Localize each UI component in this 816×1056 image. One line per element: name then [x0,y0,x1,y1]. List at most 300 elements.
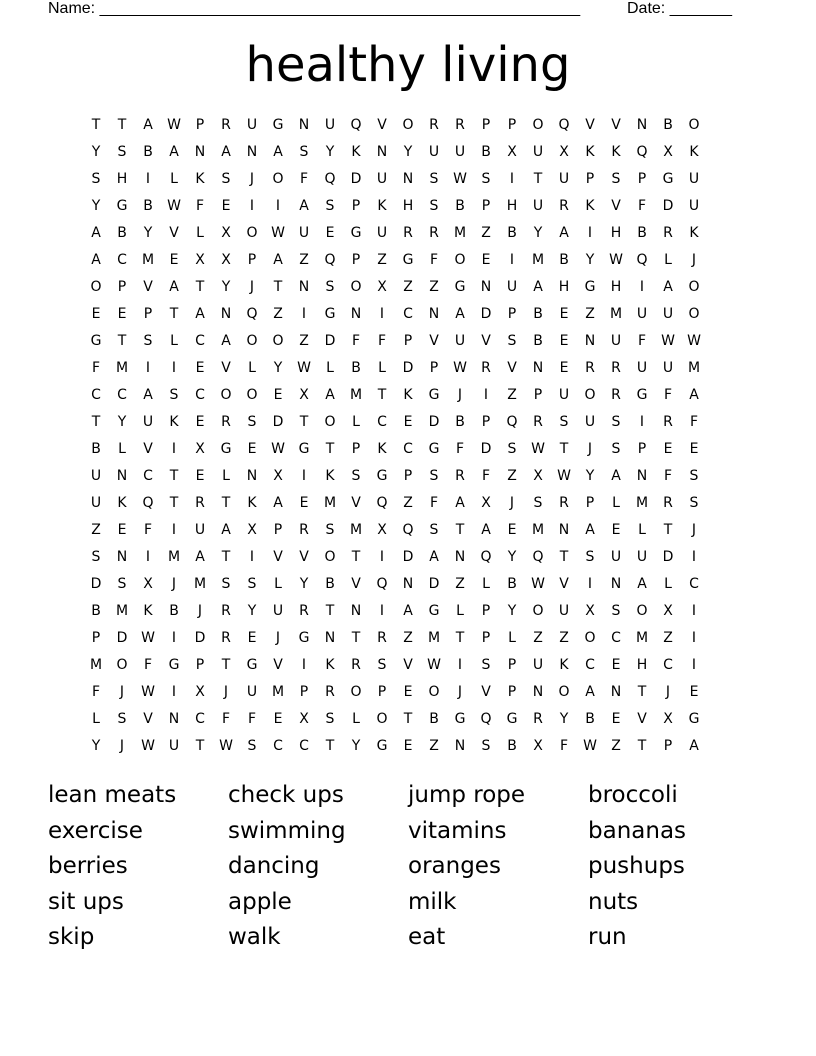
word-bank-item: swimming [228,817,346,844]
grid-letter: U [662,306,674,322]
grid-letter: U [298,225,310,241]
word-bank-item: broccoli [588,782,678,808]
grid-letter: T [377,387,387,403]
grid-letter: B [533,333,543,349]
grid-letter: S [585,549,595,565]
grid-letter: C [117,252,127,268]
grid-letter: J [691,522,697,538]
grid-letter: T [637,684,647,700]
grid-letter: T [325,441,335,457]
grid-letter: N [636,468,648,484]
grid-letter: Y [221,279,231,295]
grid-letter: T [299,414,309,430]
grid-letter: I [249,549,255,565]
grid-letter: K [585,144,595,160]
grid-row [83,436,733,463]
grid-letter: F [91,684,101,700]
grid-letter: G [90,333,102,349]
grid-row [83,166,733,193]
grid-letter: O [558,684,570,700]
grid-letter: B [91,603,101,619]
grid-letter: R [663,495,673,511]
grid-letter: O [324,414,336,430]
grid-letter: P [247,252,257,268]
grid-letter: P [403,468,413,484]
grid-letter: G [506,711,518,727]
grid-letter: D [272,414,284,430]
grid-letter: O [116,657,128,673]
grid-letter: T [221,657,231,673]
grid-row [83,382,733,409]
grid-letter: T [91,414,101,430]
grid-letter: V [143,441,153,457]
grid-letter: I [145,549,151,565]
grid-letter: Y [585,468,595,484]
grid-letter: S [611,171,621,187]
grid-letter: E [91,306,101,322]
grid-letter: M [323,495,337,511]
grid-letter: P [351,252,361,268]
grid-letter: J [119,738,125,754]
grid-letter: B [559,252,569,268]
grid-letter: X [143,576,153,592]
word-bank-item: run [588,924,627,950]
grid-letter: C [195,387,205,403]
grid-letter: B [91,441,101,457]
grid-letter: E [403,738,413,754]
grid-letter: M [635,495,649,511]
grid-letter: P [429,360,439,376]
grid-letter: D [662,549,674,565]
grid-row [83,625,733,652]
grid-letter: F [429,495,439,511]
grid-letter: E [221,198,231,214]
grid-letter: T [533,171,543,187]
grid-row [83,463,733,490]
grid-letter: G [116,198,128,214]
grid-letter: I [457,657,463,673]
grid-letter: O [584,630,596,646]
word-bank-item: dancing [228,853,320,879]
grid-letter: C [143,468,153,484]
grid-letter: X [663,603,673,619]
grid-letter: P [637,171,647,187]
grid-letter: S [117,711,127,727]
grid-letter: W [141,684,155,700]
grid-letter: M [349,387,363,403]
grid-letter: T [273,279,283,295]
grid-letter: R [429,117,439,133]
grid-letter: E [273,711,283,727]
grid-letter: B [455,198,465,214]
grid-letter: R [585,360,595,376]
grid-letter: O [636,603,648,619]
grid-row [83,301,733,328]
grid-letter: L [482,576,490,592]
grid-letter: M [531,252,545,268]
grid-letter: V [637,711,647,727]
grid-letter: X [221,252,231,268]
grid-letter: E [663,441,673,457]
grid-letter: J [171,576,177,592]
word-bank-column [588,778,768,956]
grid-letter: C [611,630,621,646]
grid-letter: T [91,117,101,133]
grid-letter: I [587,225,593,241]
grid-letter: Q [558,117,570,133]
grid-letter: M [531,522,545,538]
grid-letter: U [584,414,596,430]
grid-letter: L [170,171,178,187]
word-bank [48,778,768,956]
grid-letter: S [481,738,491,754]
grid-letter: N [246,144,258,160]
grid-letter: G [402,252,414,268]
word-bank-item: berries [48,853,128,879]
grid-letter: F [481,468,491,484]
grid-letter: N [324,630,336,646]
grid-letter: J [457,387,463,403]
grid-letter: W [141,738,155,754]
grid-letter: L [612,495,620,511]
grid-letter: G [324,306,336,322]
grid-letter: P [663,738,673,754]
grid-letter: F [637,333,647,349]
grid-letter: B [507,225,517,241]
grid-letter: I [691,603,697,619]
grid-letter: I [509,171,515,187]
word-bank-item: pushups [588,853,685,879]
grid-letter: Q [376,576,388,592]
grid-letter: Z [533,630,543,646]
grid-letter: G [298,630,310,646]
grid-letter: R [455,468,465,484]
grid-letter: P [195,117,205,133]
grid-letter: N [220,306,232,322]
grid-letter: V [169,225,179,241]
grid-letter: L [664,252,672,268]
grid-letter: Z [455,576,465,592]
grid-letter: U [376,171,388,187]
grid-letter: X [247,522,257,538]
grid-letter: S [533,495,543,511]
grid-letter: A [611,468,621,484]
grid-letter: G [168,657,180,673]
grid-letter: J [197,603,203,619]
grid-letter: Y [325,144,335,160]
grid-letter: P [481,414,491,430]
word-bank-item: jump rope [408,782,526,808]
grid-letter: D [402,549,414,565]
grid-letter: R [559,198,569,214]
grid-letter: U [558,171,570,187]
grid-letter: Z [377,252,387,268]
grid-letter: X [299,711,309,727]
grid-row [83,193,733,220]
grid-letter: K [325,657,335,673]
grid-letter: S [221,171,231,187]
grid-letter: P [91,630,101,646]
grid-letter: B [507,738,517,754]
grid-letter: R [351,657,361,673]
grid-letter: F [247,711,257,727]
grid-letter: P [195,657,205,673]
grid-letter: R [195,495,205,511]
grid-letter: F [429,252,439,268]
grid-letter: E [403,414,413,430]
grid-letter: Z [429,738,439,754]
grid-letter: S [221,576,231,592]
grid-letter: W [297,360,311,376]
grid-letter: P [585,495,595,511]
grid-letter: A [325,387,335,403]
grid-letter: G [688,711,700,727]
grid-letter: S [429,198,439,214]
grid-letter: A [169,279,179,295]
grid-letter: X [273,468,283,484]
grid-letter: N [298,279,310,295]
grid-letter: S [559,414,569,430]
grid-letter: R [299,522,309,538]
grid-letter: G [298,441,310,457]
grid-letter: Q [142,495,154,511]
grid-letter: B [325,576,335,592]
grid-letter: F [663,387,673,403]
grid-letter: S [247,414,257,430]
grid-letter: D [116,630,128,646]
grid-letter: N [194,144,206,160]
grid-letter: I [379,603,385,619]
grid-letter: G [428,603,440,619]
grid-letter: V [611,198,621,214]
grid-letter: X [377,279,387,295]
grid-letter: Q [480,711,492,727]
grid-letter: I [691,549,697,565]
grid-letter: J [457,684,463,700]
grid-letter: S [611,414,621,430]
grid-letter: R [377,630,387,646]
grid-letter: E [117,306,127,322]
grid-letter: W [271,441,285,457]
grid-letter: U [610,333,622,349]
grid-letter: D [662,198,674,214]
grid-letter: A [91,225,101,241]
grid-letter: U [662,360,674,376]
grid-row [83,409,733,436]
grid-letter: Z [91,522,101,538]
grid-letter: P [403,333,413,349]
grid-letter: I [171,684,177,700]
grid-letter: N [402,576,414,592]
grid-letter: A [585,522,595,538]
grid-letter: O [532,117,544,133]
grid-letter: O [584,387,596,403]
grid-letter: P [481,603,491,619]
grid-letter: R [481,360,491,376]
grid-letter: J [509,495,515,511]
grid-letter: V [403,657,413,673]
grid-letter: V [507,360,517,376]
grid-letter: U [90,495,102,511]
grid-letter: E [273,387,283,403]
grid-letter: U [558,387,570,403]
grid-letter: P [637,441,647,457]
grid-letter: R [221,117,231,133]
grid-letter: O [350,684,362,700]
grid-letter: W [453,360,467,376]
grid-letter: T [351,630,361,646]
grid-letter: R [455,117,465,133]
grid-letter: M [141,252,155,268]
grid-letter: P [377,684,387,700]
grid-letter: Y [559,711,569,727]
grid-letter: W [167,198,181,214]
word-bank-item: skip [48,924,95,950]
grid-letter: M [609,306,623,322]
grid-letter: R [429,225,439,241]
grid-letter: U [324,117,336,133]
grid-letter: E [611,522,621,538]
grid-letter: F [559,738,569,754]
worksheet-header [48,0,748,20]
grid-letter: U [142,414,154,430]
grid-letter: M [89,657,103,673]
grid-letter: B [455,414,465,430]
grid-letter: U [636,360,648,376]
grid-letter: M [115,360,129,376]
word-bank-item: oranges [408,853,501,879]
grid-letter: P [143,306,153,322]
grid-letter: L [196,225,204,241]
grid-letter: Y [533,225,543,241]
grid-letter: Q [636,252,648,268]
grid-letter: W [219,738,233,754]
word-bank-item: lean meats [48,782,177,808]
grid-letter: V [273,549,283,565]
grid-letter: W [271,225,285,241]
grid-letter: D [480,441,492,457]
grid-letter: U [454,144,466,160]
grid-letter: X [663,144,673,160]
grid-letter: X [663,711,673,727]
grid-letter: I [379,549,385,565]
grid-letter: S [689,468,699,484]
grid-letter: N [610,576,622,592]
grid-letter: X [559,144,569,160]
grid-letter: R [663,414,673,430]
grid-letter: E [507,522,517,538]
grid-letter: U [272,603,284,619]
grid-letter: V [377,117,387,133]
grid-letter: N [116,549,128,565]
grid-letter: W [687,333,701,349]
grid-letter: W [531,576,545,592]
grid-letter: K [611,144,621,160]
grid-letter: A [299,198,309,214]
grid-letter: I [301,657,307,673]
grid-letter: P [351,441,361,457]
grid-letter: S [429,468,439,484]
grid-letter: P [299,684,309,700]
grid-letter: N [402,171,414,187]
grid-letter: F [299,171,309,187]
grid-letter: J [249,171,255,187]
grid-letter: I [171,360,177,376]
grid-letter: V [585,117,595,133]
grid-letter: E [611,657,621,673]
grid-letter: G [428,387,440,403]
grid-letter: D [402,360,414,376]
grid-letter: L [378,360,386,376]
grid-letter: U [194,522,206,538]
grid-letter: D [90,576,102,592]
grid-letter: A [663,279,673,295]
grid-letter: R [533,711,543,727]
grid-letter: B [637,225,647,241]
word-bank-item: eat [408,924,446,950]
grid-letter: W [609,252,623,268]
grid-letter: R [221,603,231,619]
grid-letter: S [325,198,335,214]
grid-row [83,733,733,760]
grid-letter: S [247,738,257,754]
grid-letter: S [91,549,101,565]
word-bank-item: sit ups [48,888,124,915]
grid-letter: J [587,441,593,457]
grid-letter: W [557,468,571,484]
grid-letter: E [247,441,257,457]
grid-letter: B [351,360,361,376]
grid-letter: U [90,468,102,484]
grid-letter: L [352,414,360,430]
grid-letter: F [455,441,465,457]
grid-letter: G [246,657,258,673]
grid-letter: I [171,630,177,646]
grid-letter: K [377,198,387,214]
grid-letter: J [691,252,697,268]
grid-letter: I [301,306,307,322]
grid-letter: O [688,117,700,133]
grid-letter: N [168,711,180,727]
grid-letter: T [221,549,231,565]
grid-letter: M [349,522,363,538]
grid-letter: G [350,225,362,241]
grid-letter: R [559,495,569,511]
grid-letter: A [143,387,153,403]
grid-letter: F [377,333,387,349]
grid-letter: A [689,387,699,403]
grid-letter: R [221,414,231,430]
word-bank-column [408,778,588,956]
grid-letter: N [428,306,440,322]
grid-letter: U [532,657,544,673]
grid-letter: U [454,333,466,349]
grid-letter: B [507,576,517,592]
grid-letter: S [169,387,179,403]
grid-letter: T [117,117,127,133]
grid-letter: C [689,576,699,592]
grid-letter: F [143,657,153,673]
grid-letter: X [299,387,309,403]
grid-letter: S [507,333,517,349]
grid-letter: Q [376,495,388,511]
grid-letter: E [325,225,335,241]
grid-letter: V [481,333,491,349]
grid-letter: A [195,549,205,565]
grid-letter: E [611,711,621,727]
grid-letter: C [403,441,413,457]
grid-letter: M [271,684,285,700]
